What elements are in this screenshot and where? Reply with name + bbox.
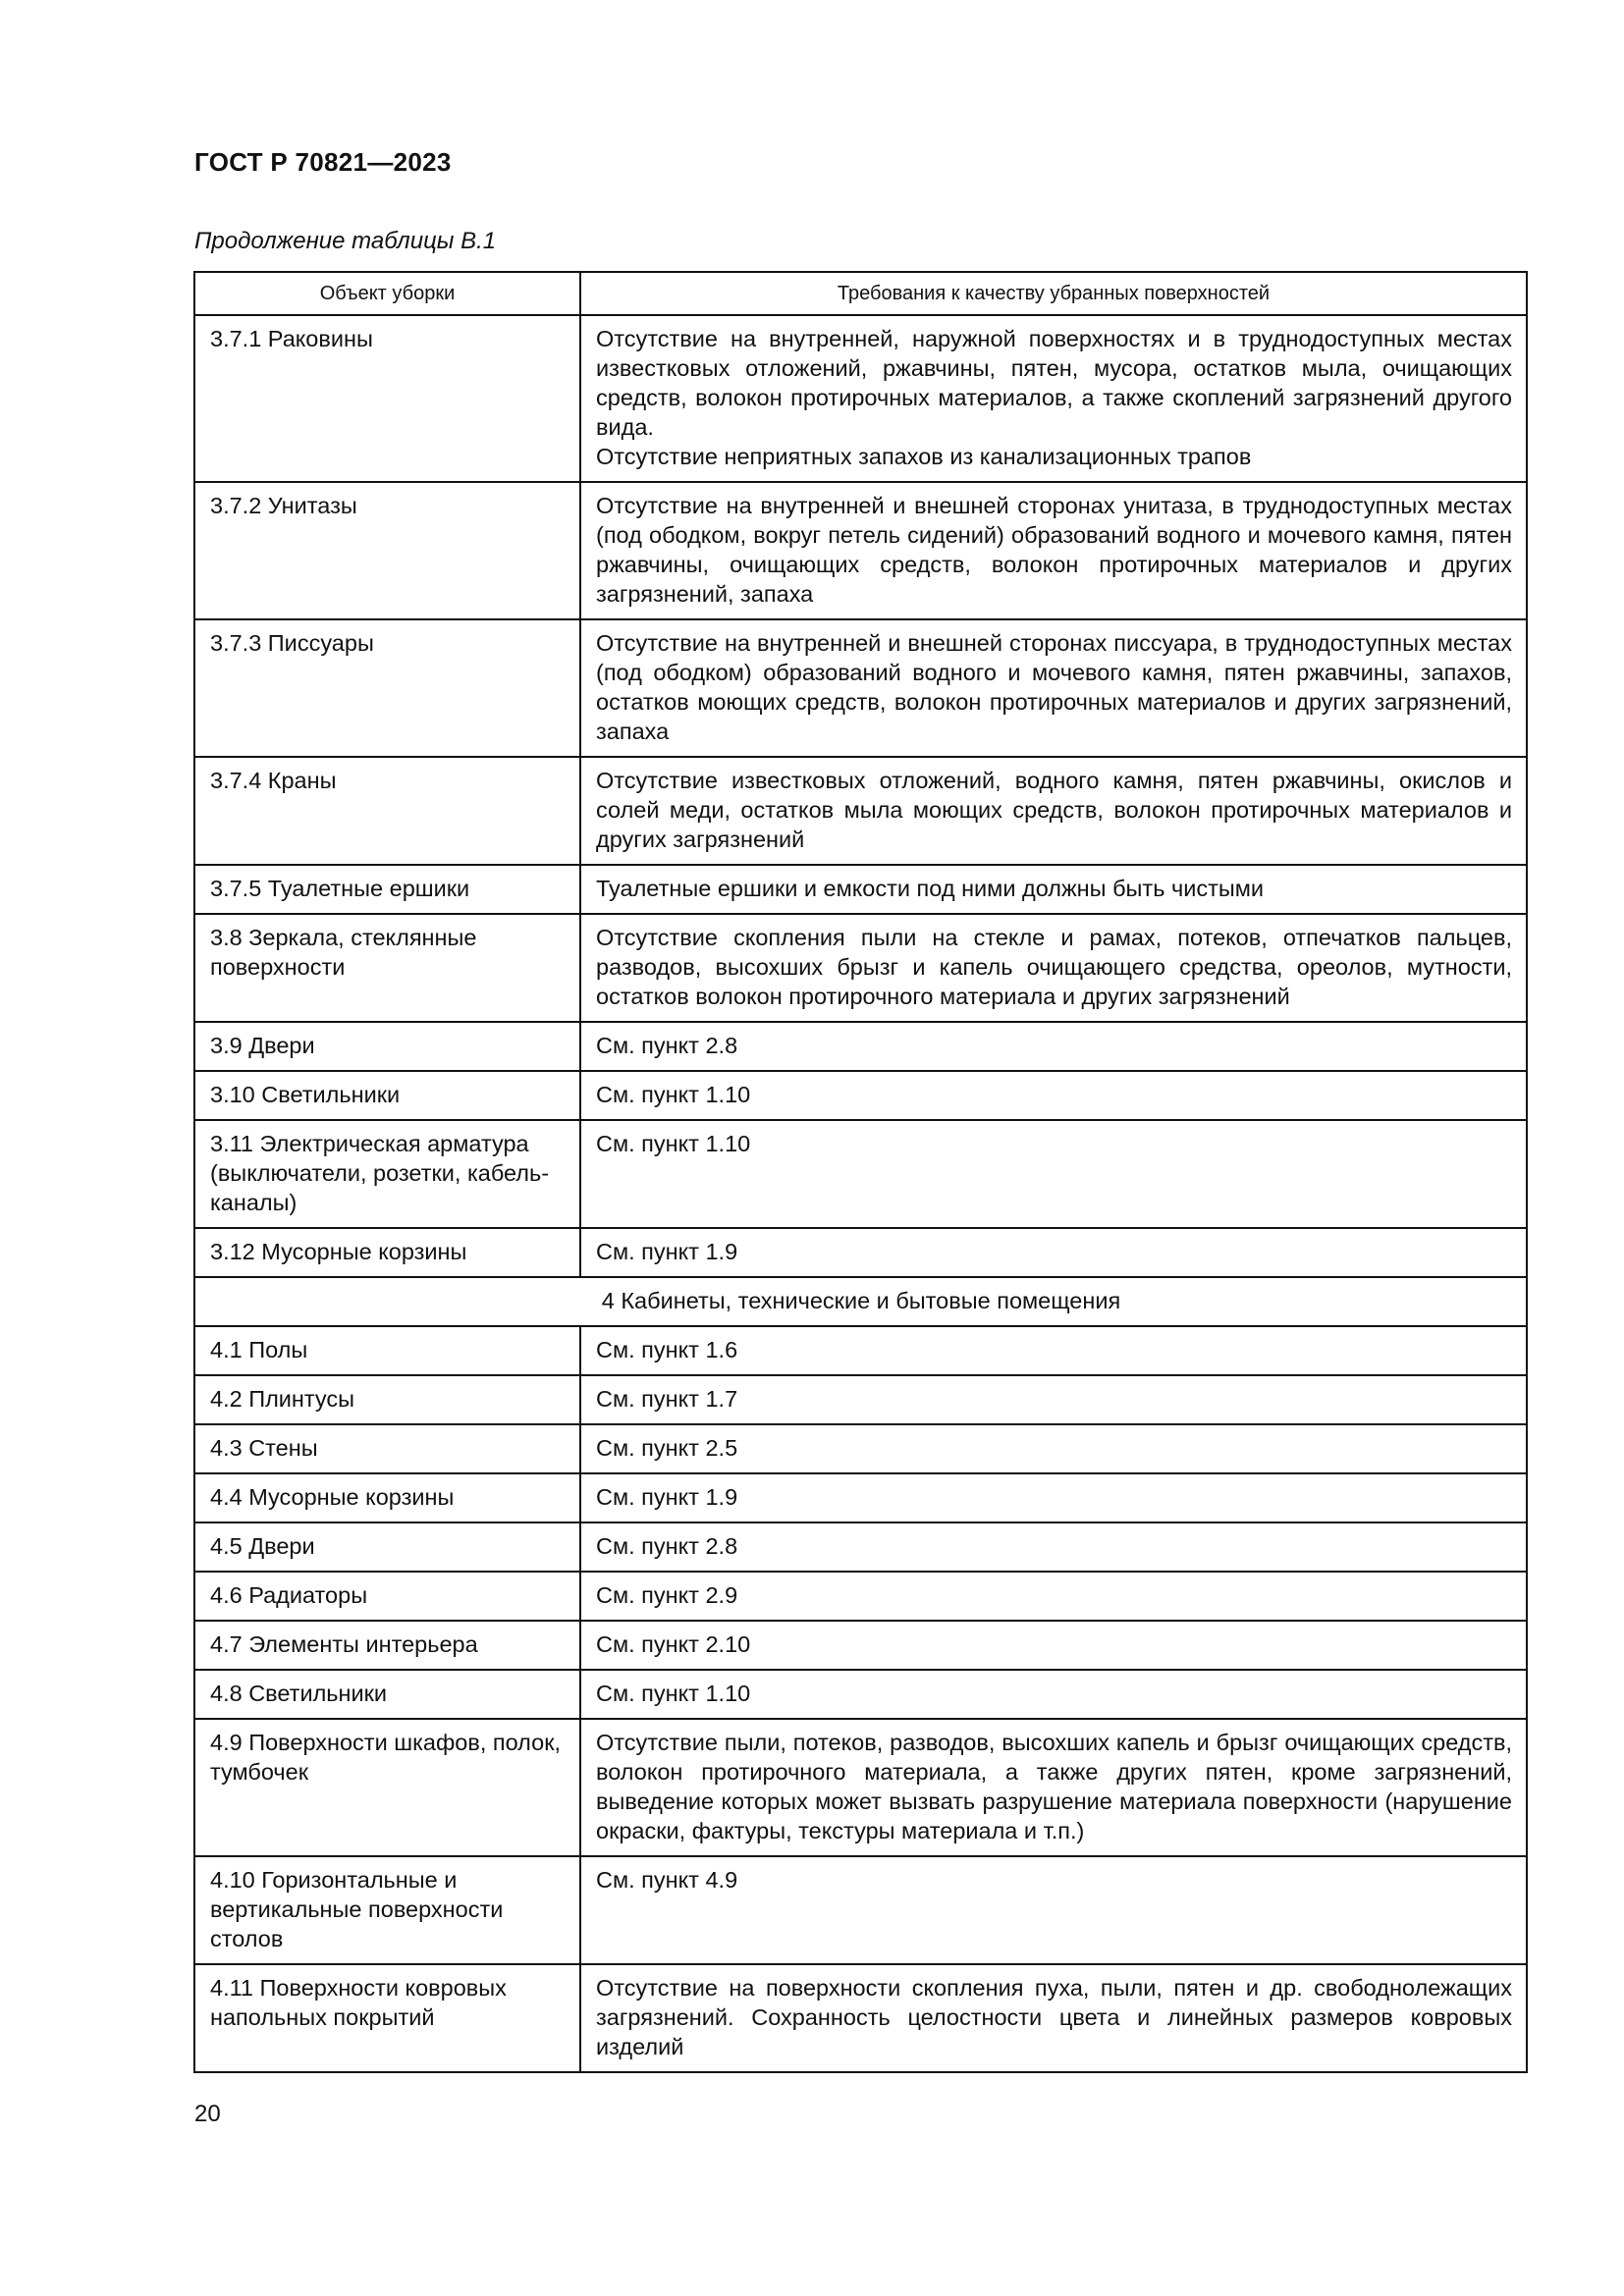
cleaning-object-cell: 4.3 Стены (194, 1424, 580, 1473)
requirement-text: Отсутствие известковых отложений, водного камня, пятен ржавчины, окислов и солей меди, остатков мыла моющих средств, волокон протирочных материалов и других загрязнений (596, 768, 1512, 852)
requirement-text: Отсутствие на поверхности скопления пуха, пыли, пятен и др. свободнолежащих загрязнений. Сохранность целостности цвета и линейных размеров ковровых изделий (596, 1975, 1512, 2059)
requirement-text: См. пункт 1.9 (596, 1484, 738, 1510)
table-row (194, 757, 1527, 865)
requirement-text: См. пункт 1.9 (596, 1239, 738, 1264)
requirement-text: Отсутствие на внутренней и внешней сторонах унитаза, в труднодоступных местах (под ободком, вокруг петель сидений) образований водного и мочевого камня, пятен ржавчины, очищающих средств, волокон протирочных материалов и других загрязнений, запаха (596, 493, 1512, 607)
cleaning-object-cell: 4.1 Полы (194, 1326, 580, 1375)
table-row (194, 1670, 1527, 1719)
quality-requirement-cell (580, 619, 1527, 757)
table-row (194, 1572, 1527, 1621)
cleaning-object-cell: 3.12 Мусорные корзины (194, 1228, 580, 1277)
table-row (194, 1120, 1527, 1228)
table-row (194, 315, 1527, 482)
quality-requirement-cell (580, 1071, 1527, 1120)
requirement-text: См. пункт 2.9 (596, 1582, 738, 1608)
cleaning-object-cell: 3.10 Светильники (194, 1071, 580, 1120)
table-row (194, 619, 1527, 757)
quality-requirement-cell (580, 315, 1527, 482)
cleaning-object-cell: 4.8 Светильники (194, 1670, 580, 1719)
section-row (194, 1277, 1527, 1326)
quality-requirement-cell (580, 1964, 1527, 2072)
table-row (194, 1022, 1527, 1071)
section-title: 4 Кабинеты, технические и бытовые помещения (194, 1277, 1527, 1326)
quality-requirement-cell (580, 1670, 1527, 1719)
table-row (194, 914, 1527, 1022)
cleaning-object-cell: 3.9 Двери (194, 1022, 580, 1071)
column-header-requirements: Требования к качеству убранных поверхностей (580, 272, 1527, 315)
quality-requirement-cell (580, 482, 1527, 619)
quality-requirement-cell (580, 1473, 1527, 1522)
table-row (194, 1424, 1527, 1473)
quality-requirement-cell (580, 1719, 1527, 1856)
table-row (194, 1473, 1527, 1522)
cleaning-object-cell: 4.4 Мусорные корзины (194, 1473, 580, 1522)
requirement-text: См. пункт 4.9 (596, 1867, 738, 1893)
quality-requirement-cell (580, 1022, 1527, 1071)
page-number: 20 (194, 2101, 221, 2127)
quality-requirement-cell (580, 1522, 1527, 1572)
cleaning-object-cell: 3.11 Электрическая арматура (выключатели, розетки, кабель-каналы) (194, 1120, 580, 1228)
table-caption: Продолжение таблицы В.1 (194, 228, 497, 254)
requirement-text: См. пункт 2.8 (596, 1533, 738, 1559)
cleaning-object-cell: 4.2 Плинтусы (194, 1375, 580, 1424)
quality-requirement-cell (580, 1424, 1527, 1473)
requirement-text: Отсутствие на внутренней, наружной поверхностях и в труднодоступных местах известковых отложений, ржавчины, пятен, мусора, остатков мыла, очищающих средств, волокон протирочных материалов, а также скоплений загрязнений другого вида. (596, 326, 1512, 440)
table-row (194, 1964, 1527, 2072)
table-row (194, 1522, 1527, 1572)
table-header-row (194, 272, 1527, 315)
quality-requirement-cell (580, 1120, 1527, 1228)
requirement-text: См. пункт 1.10 (596, 1131, 751, 1156)
table-row (194, 1719, 1527, 1856)
table-row (194, 482, 1527, 619)
requirement-text: См. пункт 1.7 (596, 1386, 738, 1412)
requirement-text: См. пункт 2.8 (596, 1033, 738, 1058)
cleaning-object-cell: 4.6 Радиаторы (194, 1572, 580, 1621)
column-header-object: Объект уборки (194, 272, 580, 315)
cleaning-object-cell: 3.8 Зеркала, стеклянные поверхности (194, 914, 580, 1022)
table-row (194, 1228, 1527, 1277)
quality-requirement-cell (580, 1856, 1527, 1964)
table-row (194, 1621, 1527, 1670)
requirement-text: Отсутствие пыли, потеков, разводов, высохших капель и брызг очищающих средств, волокон протирочного материала, а также других пятен, кроме загрязнений, выведение которых может вызвать разрушение материала поверхности (нарушение окраски, фактуры, текстуры материала и т.п.) (596, 1730, 1512, 1843)
quality-requirement-cell (580, 865, 1527, 914)
requirement-text: См. пункт 1.10 (596, 1681, 751, 1706)
table-row (194, 1326, 1527, 1375)
table-body (194, 315, 1527, 2072)
cleaning-object-cell: 4.5 Двери (194, 1522, 580, 1572)
quality-requirement-cell (580, 1326, 1527, 1375)
quality-requirement-cell (580, 1375, 1527, 1424)
requirement-text: Отсутствие неприятных запахов из канализационных трапов (596, 444, 1252, 469)
document-code: ГОСТ Р 70821—2023 (194, 147, 452, 177)
requirement-text: См. пункт 2.5 (596, 1435, 738, 1461)
table-row (194, 1071, 1527, 1120)
requirement-text: См. пункт 1.10 (596, 1082, 751, 1107)
table-row (194, 1375, 1527, 1424)
cleaning-object-cell: 4.7 Элементы интерьера (194, 1621, 580, 1670)
quality-requirement-cell (580, 1621, 1527, 1670)
table-row (194, 865, 1527, 914)
requirement-text: Туалетные ершики и емкости под ними должны быть чистыми (596, 876, 1265, 901)
quality-requirement-cell (580, 757, 1527, 865)
requirement-text: См. пункт 2.10 (596, 1631, 751, 1657)
requirement-text: Отсутствие на внутренней и внешней сторонах писсуара, в труднодоступных местах (под ободком) образований водного и мочевого камня, пятен ржавчины, запахов, остатков моющих средств, волокон протирочных материалов и других загрязнений, запаха (596, 630, 1512, 744)
requirement-text: См. пункт 1.6 (596, 1337, 738, 1362)
table-row (194, 1856, 1527, 1964)
cleaning-object-cell: 3.7.2 Унитазы (194, 482, 580, 619)
quality-requirement-cell (580, 1572, 1527, 1621)
cleaning-object-cell: 4.9 Поверхности шкафов, полок, тумбочек (194, 1719, 580, 1856)
quality-requirement-cell (580, 914, 1527, 1022)
requirement-text: Отсутствие скопления пыли на стекле и рамах, потеков, отпечатков пальцев, разводов, высохших брызг и капель очищающего средства, ореолов, мутности, остатков волокон протирочного материала и других загрязнений (596, 925, 1512, 1009)
requirements-table (193, 271, 1528, 2073)
quality-requirement-cell (580, 1228, 1527, 1277)
cleaning-object-cell: 3.7.4 Краны (194, 757, 580, 865)
cleaning-object-cell: 3.7.3 Писсуары (194, 619, 580, 757)
cleaning-object-cell: 3.7.5 Туалетные ершики (194, 865, 580, 914)
cleaning-object-cell: 4.10 Горизонтальные и вертикальные поверхности столов (194, 1856, 580, 1964)
cleaning-object-cell: 4.11 Поверхности ковровых напольных покрытий (194, 1964, 580, 2072)
cleaning-object-cell: 3.7.1 Раковины (194, 315, 580, 482)
